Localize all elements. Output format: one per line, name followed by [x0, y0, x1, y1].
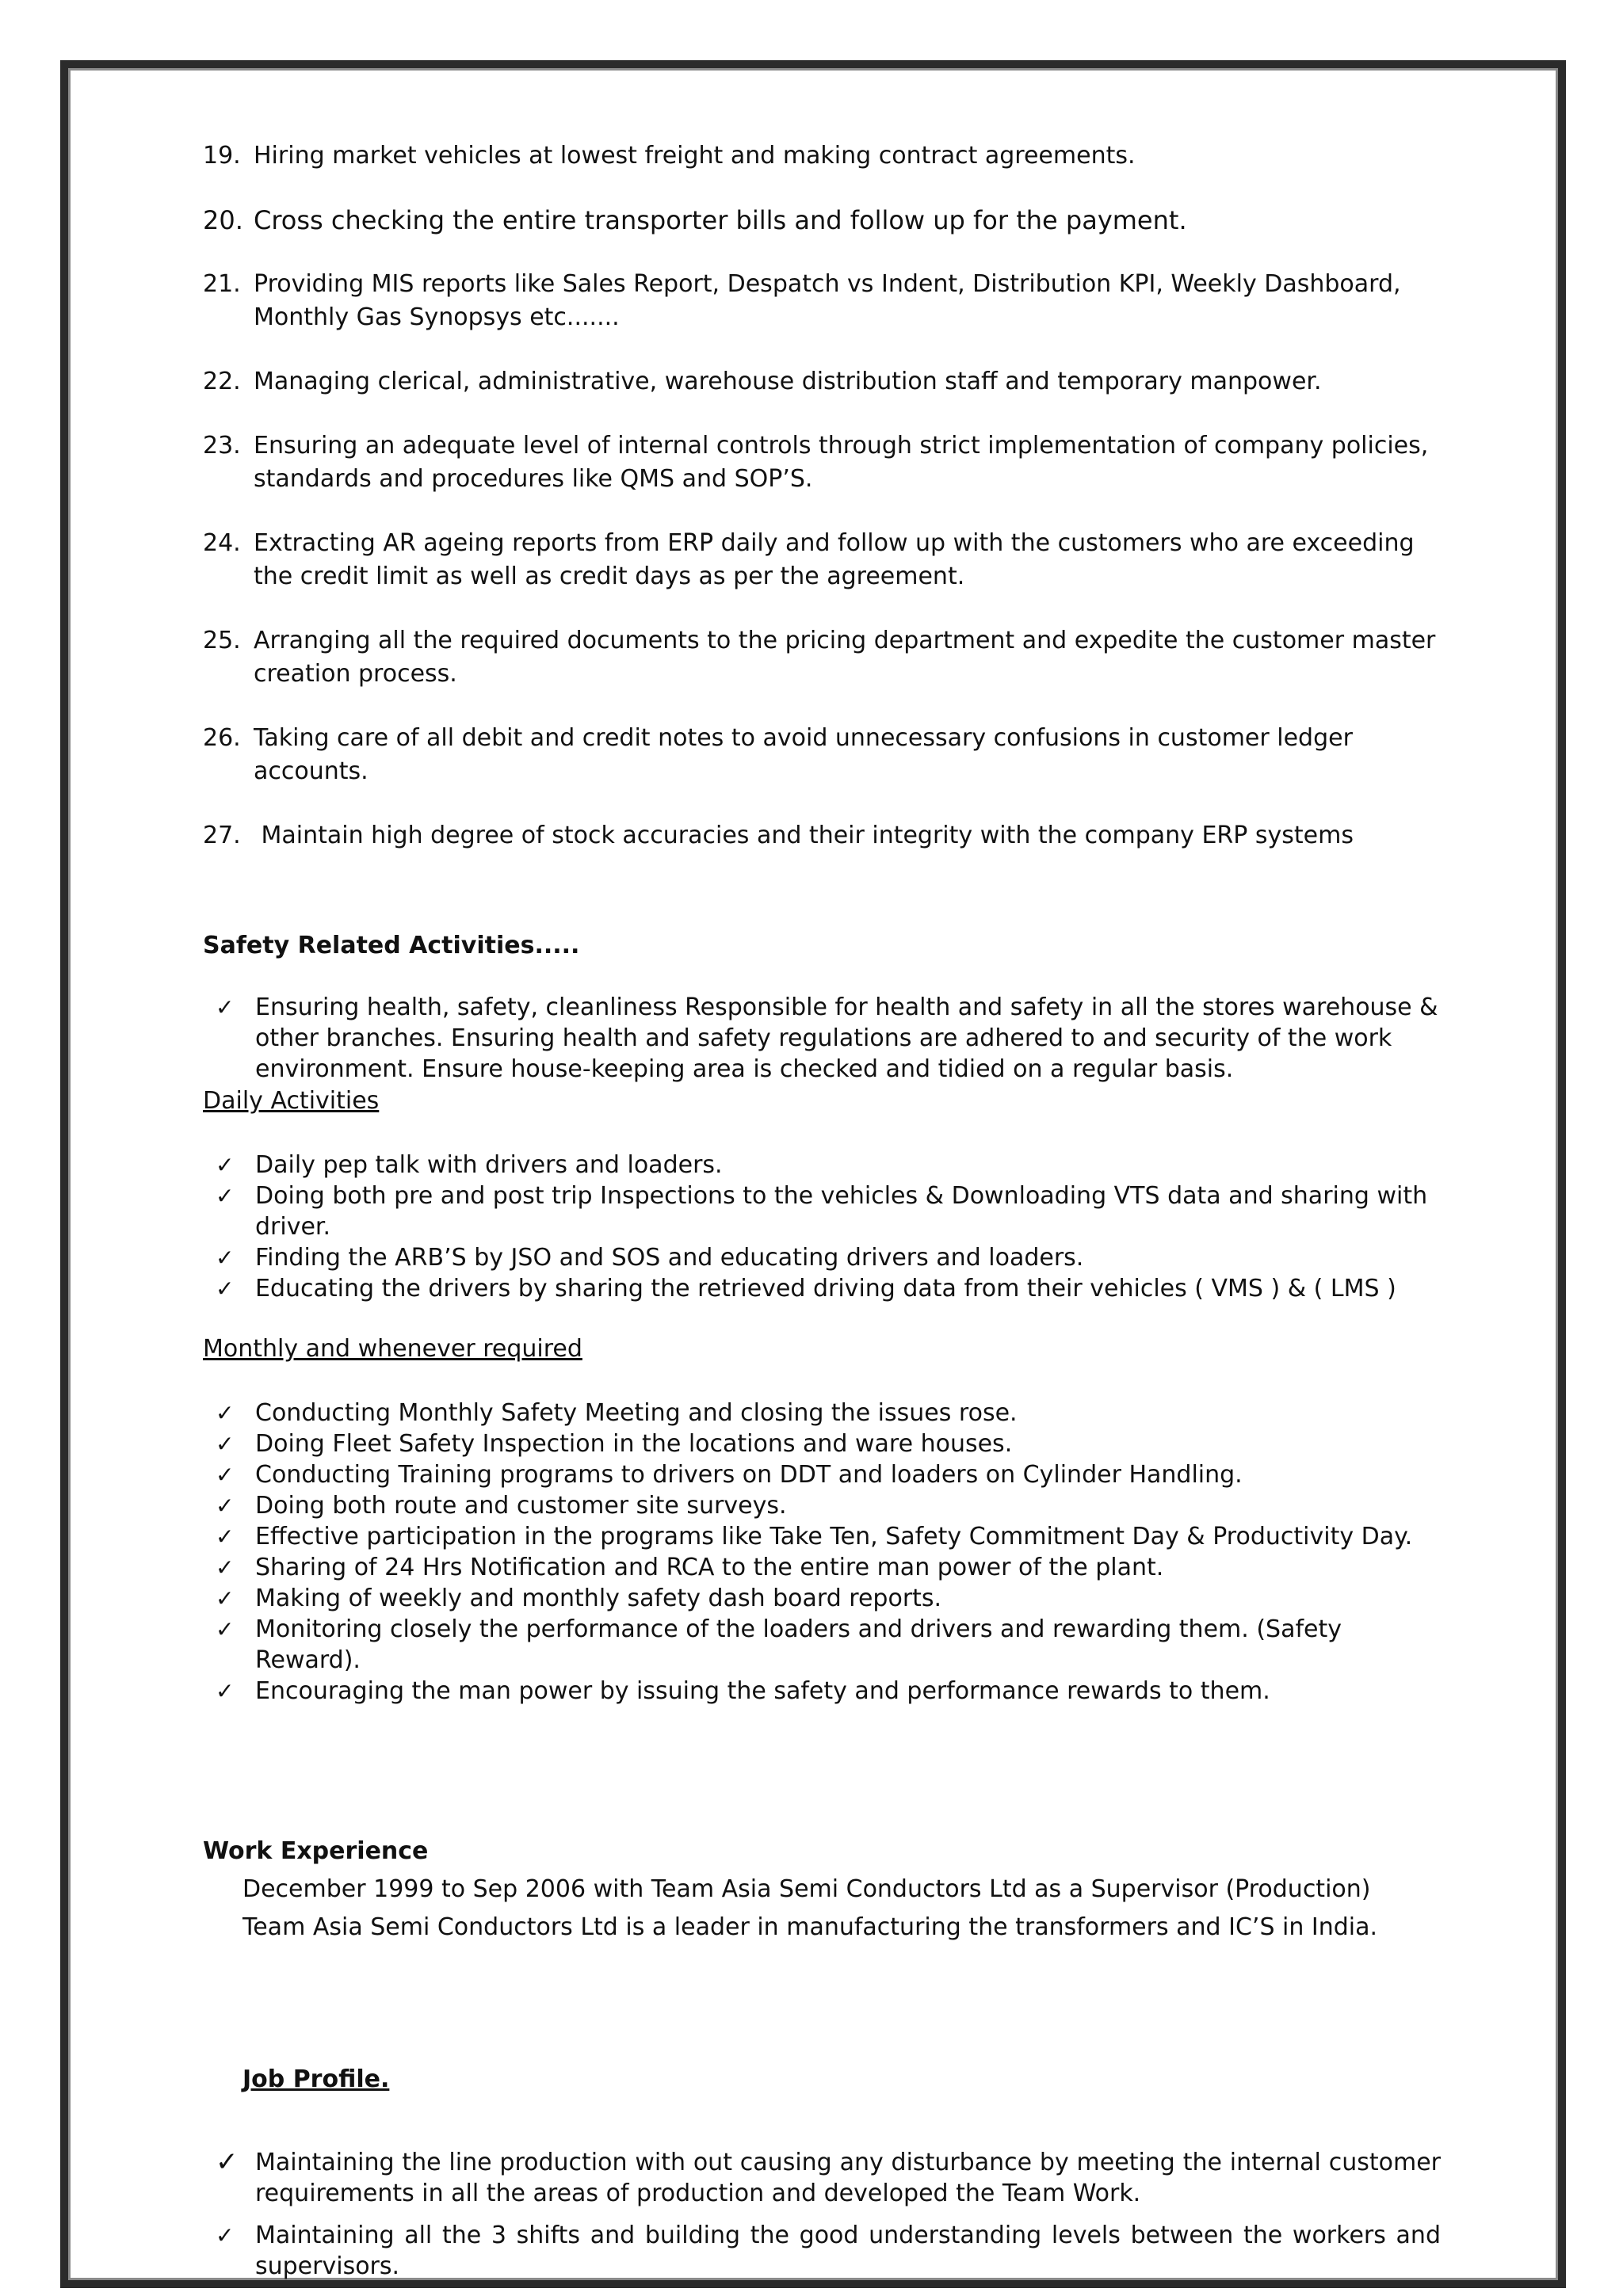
daily-activities-list [203, 1150, 1447, 1304]
list-item [203, 527, 1447, 593]
checkmark-icon: ✓ [216, 1493, 235, 1519]
list-item [203, 1521, 1447, 1552]
list-item [203, 268, 1447, 334]
item-text: Providing MIS reports like Sales Report, Despatch vs Indent, Distribution KPI, Weekly Dashboard, Monthly Gas Synopsys etc....... [254, 270, 1401, 331]
list-item [203, 139, 1447, 173]
item-text: Ensuring health, safety, cleanliness Responsible for health and safety in all the stores warehouse & other branches. Ensuring health and safety regulations are adhered to and security of the work environment. Ensure house-keeping area is checked and tidied on a regular basis. [255, 994, 1438, 1083]
item-text: Doing both pre and post trip Inspections to the vehicles & Downloading VTS data and sharing with driver. [255, 1182, 1428, 1241]
responsibilities-list [203, 139, 1447, 852]
list-item [203, 1242, 1447, 1273]
list-item [203, 429, 1447, 496]
checkmark-icon: ✓ [216, 1245, 235, 1271]
list-item [203, 1459, 1447, 1490]
item-text: Doing Fleet Safety Inspection in the locations and ware houses. [255, 1430, 1013, 1458]
list-item [203, 722, 1447, 788]
list-item [203, 204, 1447, 237]
item-text: Sharing of 24 Hrs Notification and RCA to the entire man power of the plant. [255, 1554, 1164, 1581]
safety-intro-list [203, 992, 1447, 1085]
checkmark-icon: ✓ [216, 1183, 235, 1209]
checkmark-icon: ✓ [216, 2146, 239, 2178]
checkmark-icon: ✓ [216, 1585, 235, 1611]
list-item [203, 2147, 1441, 2209]
item-text: Daily pep talk with drivers and loaders. [255, 1151, 723, 1179]
item-number: 25. [203, 627, 241, 654]
item-text: Making of weekly and monthly safety dash board reports. [255, 1585, 942, 1612]
checkmark-icon: ✓ [216, 1554, 235, 1581]
item-text: Taking care of all debit and credit notes to avoid unnecessary confusions in customer ledger accounts. [254, 724, 1353, 785]
list-item [203, 1490, 1447, 1521]
checkmark-icon: ✓ [216, 1152, 235, 1178]
checkmark-icon: ✓ [216, 1678, 235, 1704]
list-item [203, 365, 1447, 399]
list-item [203, 819, 1447, 852]
item-text: Conducting Monthly Safety Meeting and closing the issues rose. [255, 1399, 1018, 1427]
work-experience-line: December 1999 to Sep 2006 with Team Asia Semi Conductors Ltd as a Supervisor (Production) [242, 1875, 1371, 1903]
item-number: 23. [203, 432, 241, 460]
item-number: 20. [203, 205, 243, 235]
item-number: 27. [203, 822, 241, 849]
item-text: Arranging all the required documents to the pricing department and expedite the customer master creation process. [254, 627, 1436, 688]
item-text: Doing both route and customer site surveys. [255, 1492, 787, 1520]
list-item [203, 1150, 1447, 1180]
item-number: 19. [203, 142, 241, 170]
list-item [203, 1676, 1447, 1707]
item-text: Effective participation in the programs like Take Ten, Safety Commitment Day & Productivity Day. [255, 1523, 1413, 1550]
item-text: Maintaining the line production with out causing any disturbance by meeting the internal customer requirements in all the areas of production and developed the Team Work. [255, 2149, 1441, 2207]
checkmark-icon: ✓ [216, 994, 235, 1020]
list-item [203, 624, 1447, 691]
list-item [203, 1552, 1447, 1583]
item-number: 21. [203, 270, 241, 298]
checkmark-icon: ✓ [216, 1400, 235, 1426]
document-body [203, 139, 1447, 2282]
list-item [203, 1583, 1447, 1614]
item-text: Educating the drivers by sharing the retrieved driving data from their vehicles ( VMS ) & ( LMS ) [255, 1275, 1396, 1302]
list-item [203, 1398, 1447, 1428]
item-number: 22. [203, 368, 241, 395]
item-text: Encouraging the man power by issuing the safety and performance rewards to them. [255, 1677, 1270, 1705]
checkmark-icon: ✓ [216, 1276, 235, 1302]
item-number: 26. [203, 724, 241, 752]
list-item [203, 1273, 1447, 1304]
item-text: Finding the ARB’S by JSO and SOS and educating drivers and loaders. [255, 1244, 1084, 1272]
checkmark-icon: ✓ [216, 1462, 235, 1488]
work-experience-line: Team Asia Semi Conductors Ltd is a leader in manufacturing the transformers and IC’S in India. [242, 1913, 1378, 1941]
item-text: Extracting AR ageing reports from ERP daily and follow up with the customers who are exceeding the credit limit as well as credit days as per the agreement. [254, 529, 1415, 590]
job-profile-heading: Job Profile. [242, 2065, 390, 2093]
item-text: Maintain high degree of stock accuracies and their integrity with the company ERP systems [254, 822, 1354, 849]
checkmark-icon: ✓ [216, 1431, 235, 1457]
checkmark-icon: ✓ [216, 1524, 235, 1550]
checkmark-icon: ✓ [216, 1616, 235, 1642]
daily-activities-heading: Daily Activities [203, 1087, 380, 1115]
item-text: Cross checking the entire transporter bills and follow up for the payment. [254, 205, 1187, 235]
item-text: Conducting Training programs to drivers on DDT and loaders on Cylinder Handling. [255, 1461, 1243, 1489]
list-item [203, 1180, 1447, 1242]
list-item [203, 1428, 1447, 1459]
monthly-activities-list [203, 1398, 1447, 1707]
safety-heading: Safety Related Activities..... [203, 932, 580, 959]
item-text: Managing clerical, administrative, warehouse distribution staff and temporary manpower. [254, 368, 1322, 395]
item-number: 24. [203, 529, 241, 557]
item-text: Hiring market vehicles at lowest freight and making contract agreements. [254, 142, 1136, 170]
checkmark-icon: ✓ [216, 2222, 235, 2248]
item-text: Monitoring closely the performance of the loaders and drivers and rewarding them. (Safety Reward). [255, 1615, 1342, 1674]
list-item [203, 1614, 1447, 1676]
list-item [203, 992, 1447, 1085]
monthly-heading: Monthly and whenever required [203, 1335, 582, 1363]
item-text: Maintaining all the 3 shifts and building the good understanding levels between the workers and supervisors. [255, 2222, 1441, 2280]
job-profile-list [203, 2147, 1441, 2282]
work-experience-heading: Work Experience [203, 1837, 429, 1865]
list-item [203, 2220, 1441, 2282]
item-text: Ensuring an adequate level of internal controls through strict implementation of company policies, standards and procedures like QMS and SOP’S. [254, 432, 1429, 493]
